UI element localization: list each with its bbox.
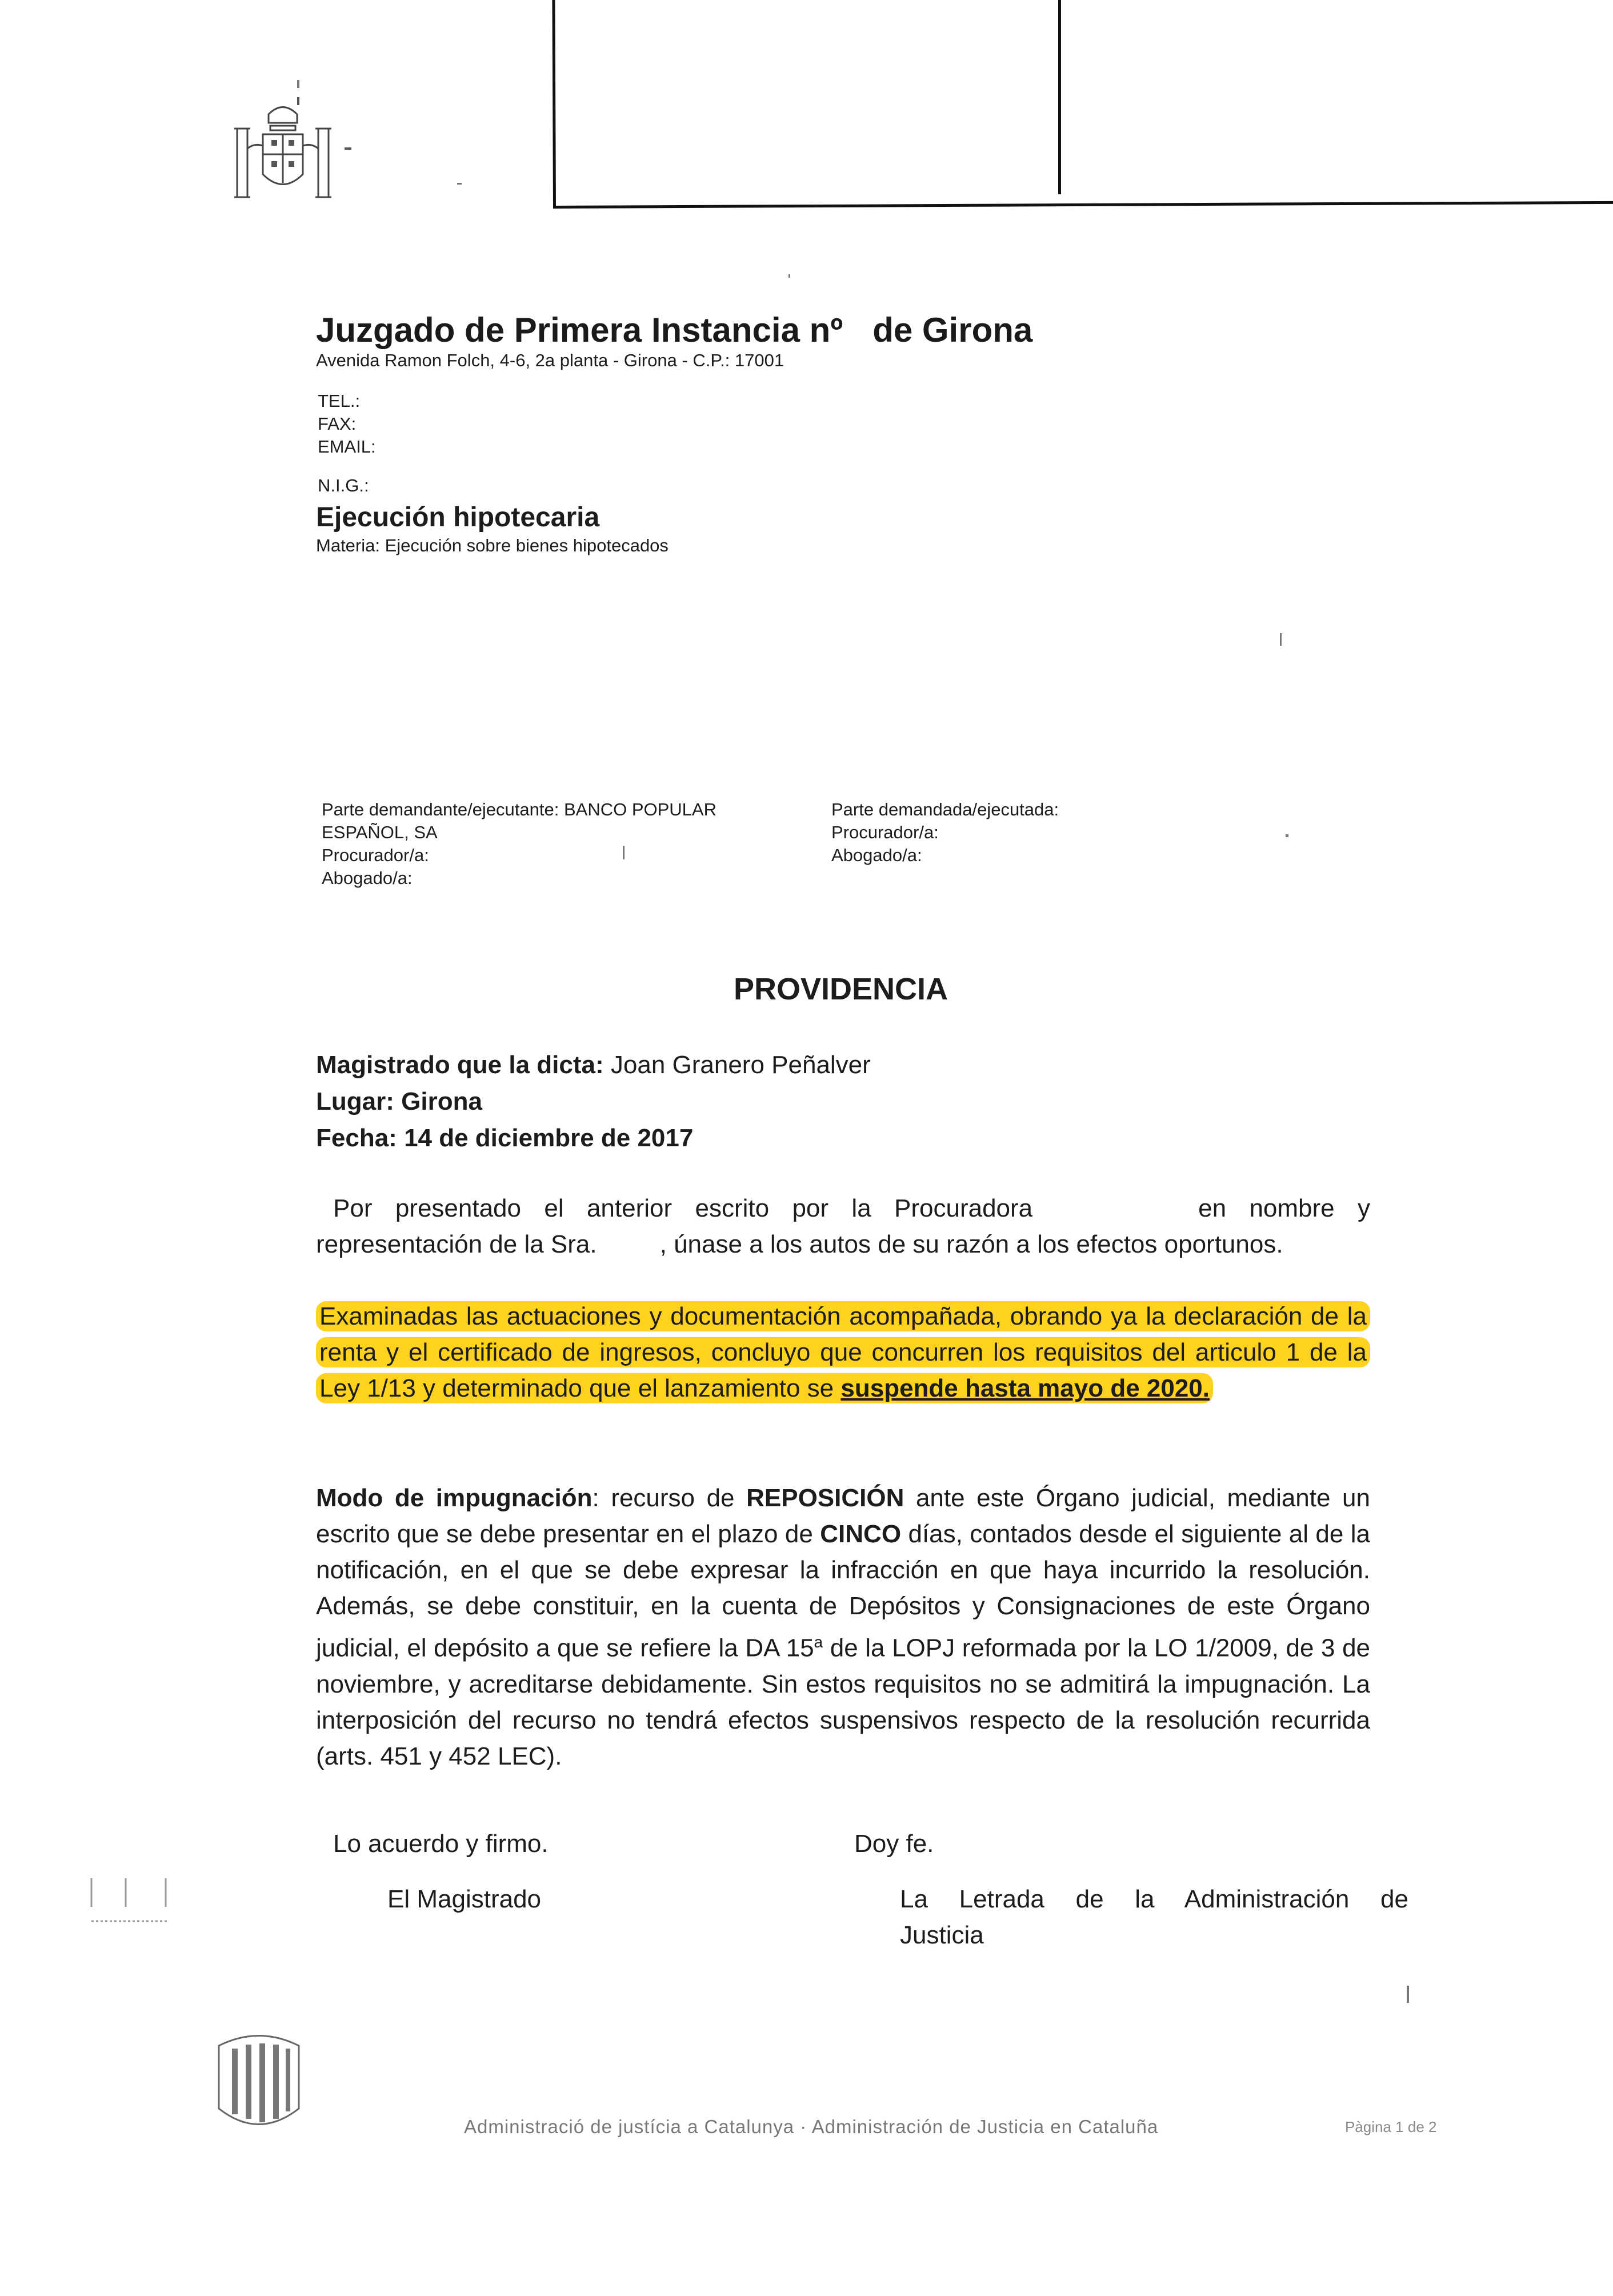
scan-speck	[297, 80, 299, 88]
nig-label: N.I.G.:	[318, 475, 369, 495]
p3-superscript: a	[814, 1633, 823, 1651]
court-name: Juzgado de Primera Instancia nº	[316, 311, 843, 349]
margin-binding-mark	[90, 1875, 170, 1927]
scan-speck	[1286, 834, 1288, 837]
plaintiff-name-line2: ESPAÑOL, SA	[322, 822, 438, 842]
tel-label: TEL.:	[318, 391, 361, 411]
p3-text-a: : recurso de	[592, 1484, 735, 1512]
scan-speck	[1407, 1986, 1409, 2003]
court-city: de Girona	[872, 311, 1033, 349]
date-value: 14 de diciembre de 2017	[404, 1124, 694, 1152]
sign-right-role-1: La Letrada de la Administración de	[900, 1885, 1408, 1913]
scan-speck	[457, 183, 462, 185]
scan-speck	[1280, 633, 1282, 646]
generalitat-catalunya-logo	[210, 2029, 307, 2137]
highlighted-text	[316, 1301, 1370, 1403]
judge-name: Joan Granero Peñalver	[610, 1051, 871, 1079]
paragraph-escrito	[316, 1190, 1370, 1262]
defendant-party-block	[831, 798, 1288, 867]
email-label: EMAIL:	[318, 437, 376, 457]
sign-left-role: El Magistrado	[387, 1885, 542, 1913]
judge-line	[316, 1047, 871, 1083]
resolution-meta	[316, 1047, 871, 1157]
stamp-box-divider	[1058, 0, 1061, 194]
court-title	[316, 310, 1032, 350]
procedure-materia: Materia: Ejecución sobre bienes hipotecados	[316, 535, 669, 555]
p3-text-c: ante este Órgano judicial, mediante un escrito que se debe presentar en el plazo de	[316, 1484, 1370, 1548]
p2-text: Examinadas las actuaciones y documentación acompañada, obrando ya la declaración de la renta y el certificado de ingresos, concluyo que concurren los requisitos del articulo 1 de la Ley 1/13 y determinado que el lanzamiento se	[319, 1302, 1367, 1402]
sign-left-line: Lo acuerdo y firmo.	[333, 1830, 549, 1858]
page-number: Pàgina 1 de 2	[1345, 2118, 1437, 2135]
p3-text-f: de la LOPJ reformada por la LO 1/2009, de 3 de noviembre, y acreditarse debidamente. Sin estos requisitos no se admitirá la impugnación. La interposición del recurso no tendrá efectos suspensivos respecto de la resolución recurrida (arts. 451 y 452 LEC).	[316, 1634, 1371, 1770]
scan-speck	[623, 846, 625, 859]
plaintiff-name-line1: Parte demandante/ejecutante: BANCO POPULAR	[322, 799, 717, 819]
contact-block	[318, 390, 376, 458]
p1-text-b: en nombre y representación de la Sra.	[316, 1194, 1371, 1258]
sign-right-role-2: Justicia	[900, 1921, 984, 1949]
procedure-type: Ejecución hipotecaria	[316, 502, 600, 533]
defendant-abogado: Abogado/a:	[831, 845, 922, 865]
fax-label: FAX:	[318, 414, 357, 434]
p1-text-a: Por presentado el anterior escrito por la Procuradora	[333, 1194, 1033, 1222]
defendant-procurador: Procurador/a:	[831, 822, 939, 842]
p3-text-e: días, contados desde el siguiente al de la notificación, en el que se debe expresar la infracción en que haya incurrido la resolución. Además, se debe constituir, en la cuenta de Depósitos y Consignaciones de este Órgano judicial, el depósito a que se refiere la DA 15	[316, 1520, 1371, 1662]
paragraph-highlighted-ruling	[316, 1298, 1370, 1406]
place-label: Lugar:	[316, 1087, 394, 1115]
p3-reposicion: REPOSICIÓN	[746, 1484, 904, 1512]
p2-suspension-text: suspende hasta mayo de 2020.	[840, 1374, 1210, 1402]
paragraph-impugnacion	[316, 1480, 1370, 1774]
place-value: Girona	[401, 1087, 482, 1115]
date-label: Fecha:	[316, 1124, 397, 1152]
plaintiff-abogado: Abogado/a:	[322, 868, 413, 888]
judge-label: Magistrado que la dicta:	[316, 1051, 604, 1079]
p1-text-c: , únase a los autos de su razón a los efectos oportunos.	[659, 1230, 1283, 1258]
spain-coat-of-arms-logo	[214, 97, 351, 223]
scan-speck	[789, 274, 790, 278]
court-address: Avenida Ramon Folch, 4-6, 2a planta - Girona - C.P.: 17001	[316, 350, 785, 370]
p3-label: Modo de impugnación	[316, 1484, 593, 1512]
p3-cinco: CINCO	[820, 1520, 902, 1548]
date-line	[316, 1120, 871, 1157]
registry-stamp-box	[552, 0, 1613, 209]
plaintiff-party-block	[322, 798, 779, 890]
defendant-name-line: Parte demandada/ejecutada:	[831, 799, 1059, 819]
footer-administration-text: Administració de justícia a Catalunya · Administración de Justicia en Cataluña	[464, 2116, 1159, 2137]
place-line	[316, 1083, 871, 1120]
sign-right-line: Doy fe.	[854, 1830, 934, 1858]
document-title: PROVIDENCIA	[733, 972, 948, 1006]
plaintiff-procurador: Procurador/a:	[322, 845, 429, 865]
